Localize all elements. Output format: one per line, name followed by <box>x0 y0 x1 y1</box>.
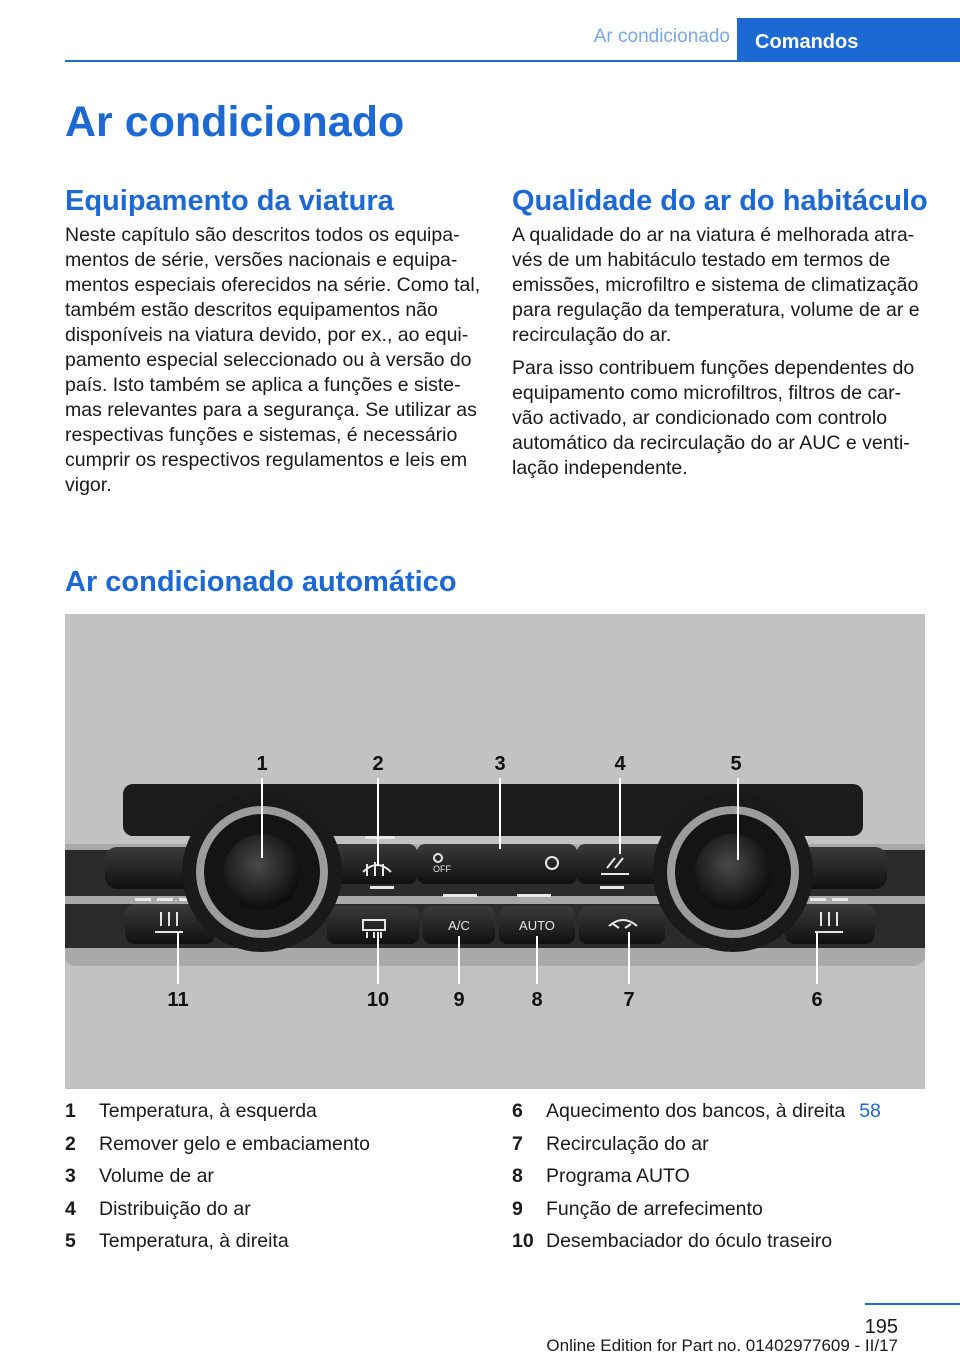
legend-number: 5 <box>65 1230 76 1252</box>
legend-label: Aquecimento dos bancos, à direita <box>546 1100 846 1122</box>
auto-label: AUTO <box>519 918 555 933</box>
right-column <box>512 186 928 489</box>
callout-2: 2 <box>372 753 384 775</box>
legend-label: Distribuição do ar <box>99 1197 251 1220</box>
climate-panel-illustration <box>65 614 925 1089</box>
legend-left <box>65 1100 485 1263</box>
right-column-heading: Qualidade do ar do habitáculo <box>512 185 928 217</box>
legend-number: 10 <box>512 1230 534 1252</box>
legend-label: Programa AUTO <box>546 1165 690 1187</box>
page-reference-link[interactable]: 58 <box>859 1100 881 1122</box>
legend-item <box>512 1198 932 1231</box>
legend-label: Recirculação do ar <box>546 1132 709 1155</box>
callout-3: 3 <box>494 753 506 775</box>
legend-item <box>65 1133 485 1166</box>
left-column-heading: Equipamento da viatura <box>65 185 394 217</box>
right-column-paragraph-2: Para isso contribuem funções dependentes do equipamento como microfiltros, filtros de car-vão activado, ar condicionado com controlo automático da recirculação do ar AUC e venti-lação independente. <box>512 357 915 479</box>
off-label: OFF <box>433 864 451 874</box>
legend-number: 2 <box>65 1132 76 1155</box>
footer-edition: Online Edition for Part no. 01402977609 - II/17 <box>546 1336 898 1355</box>
recirculation-button <box>579 906 665 944</box>
callout-11: 11 <box>167 989 189 1011</box>
legend-item <box>65 1100 485 1133</box>
rear-defrost-button <box>327 906 419 944</box>
left-column-paragraph: Neste capítulo são descritos todos os equipa-mentos de série, versões nacionais e equipa-mentos especiais oferecidos na série. Como tal, também estão descritos equipamentos não disponíveis na viatura devido, por ex., ao equi-pamento especial seleccionado ou à versão do país. Isto também se aplica a funções e siste-mas relevantes para a segurança. Se utilizar as respectivas funções e sistemas, é necessário cumprir os respectivos regulamentos e leis em vigor. <box>65 224 481 496</box>
legend-number: 7 <box>512 1132 523 1155</box>
header-divider <box>65 60 960 62</box>
legend-right <box>512 1100 932 1263</box>
legend-label: Volume de ar <box>99 1165 214 1187</box>
left-column <box>65 186 481 506</box>
legend-label: Remover gelo e embaciamento <box>99 1132 370 1155</box>
section-title: Ar condicionado automático <box>65 566 457 598</box>
callout-8: 8 <box>531 989 543 1011</box>
page-title: Ar condicionado <box>65 98 405 146</box>
right-temperature-knob <box>653 792 813 952</box>
legend-item <box>512 1133 932 1166</box>
legend-label: Função de arrefecimento <box>546 1197 763 1220</box>
callout-9: 9 <box>453 989 465 1011</box>
right-column-paragraph-1: A qualidade do ar na viatura é melhorada atra-vés de um habitáculo testado em termos de emissões, microfiltro e sistema de climatização para regulação da temperatura, volume de ar e recirculação do ar. <box>512 224 920 346</box>
legend-number: 9 <box>512 1197 523 1220</box>
page-number: 195 <box>864 1316 898 1338</box>
legend-number: 3 <box>65 1165 76 1187</box>
legend-item <box>65 1165 485 1198</box>
legend-label: Desembaciador do óculo traseiro <box>546 1230 833 1252</box>
callout-10: 10 <box>366 989 390 1011</box>
legend-item <box>65 1198 485 1231</box>
header-tab-comandos[interactable]: Comandos <box>737 18 960 62</box>
legend-item <box>512 1230 932 1263</box>
ac-label: A/C <box>448 918 470 933</box>
legend-item <box>512 1165 932 1198</box>
callout-4: 4 <box>614 753 626 775</box>
callouts-bottom <box>167 989 822 1011</box>
callout-6: 6 <box>811 989 823 1011</box>
legend-label: Temperatura, à direita <box>99 1230 289 1252</box>
climate-control-figure <box>65 614 925 1089</box>
legend-number: 8 <box>512 1165 523 1187</box>
header-section-title: Ar condicionado <box>593 26 730 47</box>
legend-item <box>512 1100 932 1133</box>
footer-divider <box>865 1303 960 1305</box>
callouts-top <box>256 753 741 775</box>
legend-label: Temperatura, à esquerda <box>99 1100 317 1122</box>
callout-1: 1 <box>256 753 268 775</box>
legend-item <box>65 1230 485 1263</box>
callout-5: 5 <box>730 753 742 775</box>
callout-7: 7 <box>623 989 635 1011</box>
legend-number: 1 <box>65 1100 76 1122</box>
legend-number: 4 <box>65 1197 76 1220</box>
legend-number: 6 <box>512 1100 523 1122</box>
